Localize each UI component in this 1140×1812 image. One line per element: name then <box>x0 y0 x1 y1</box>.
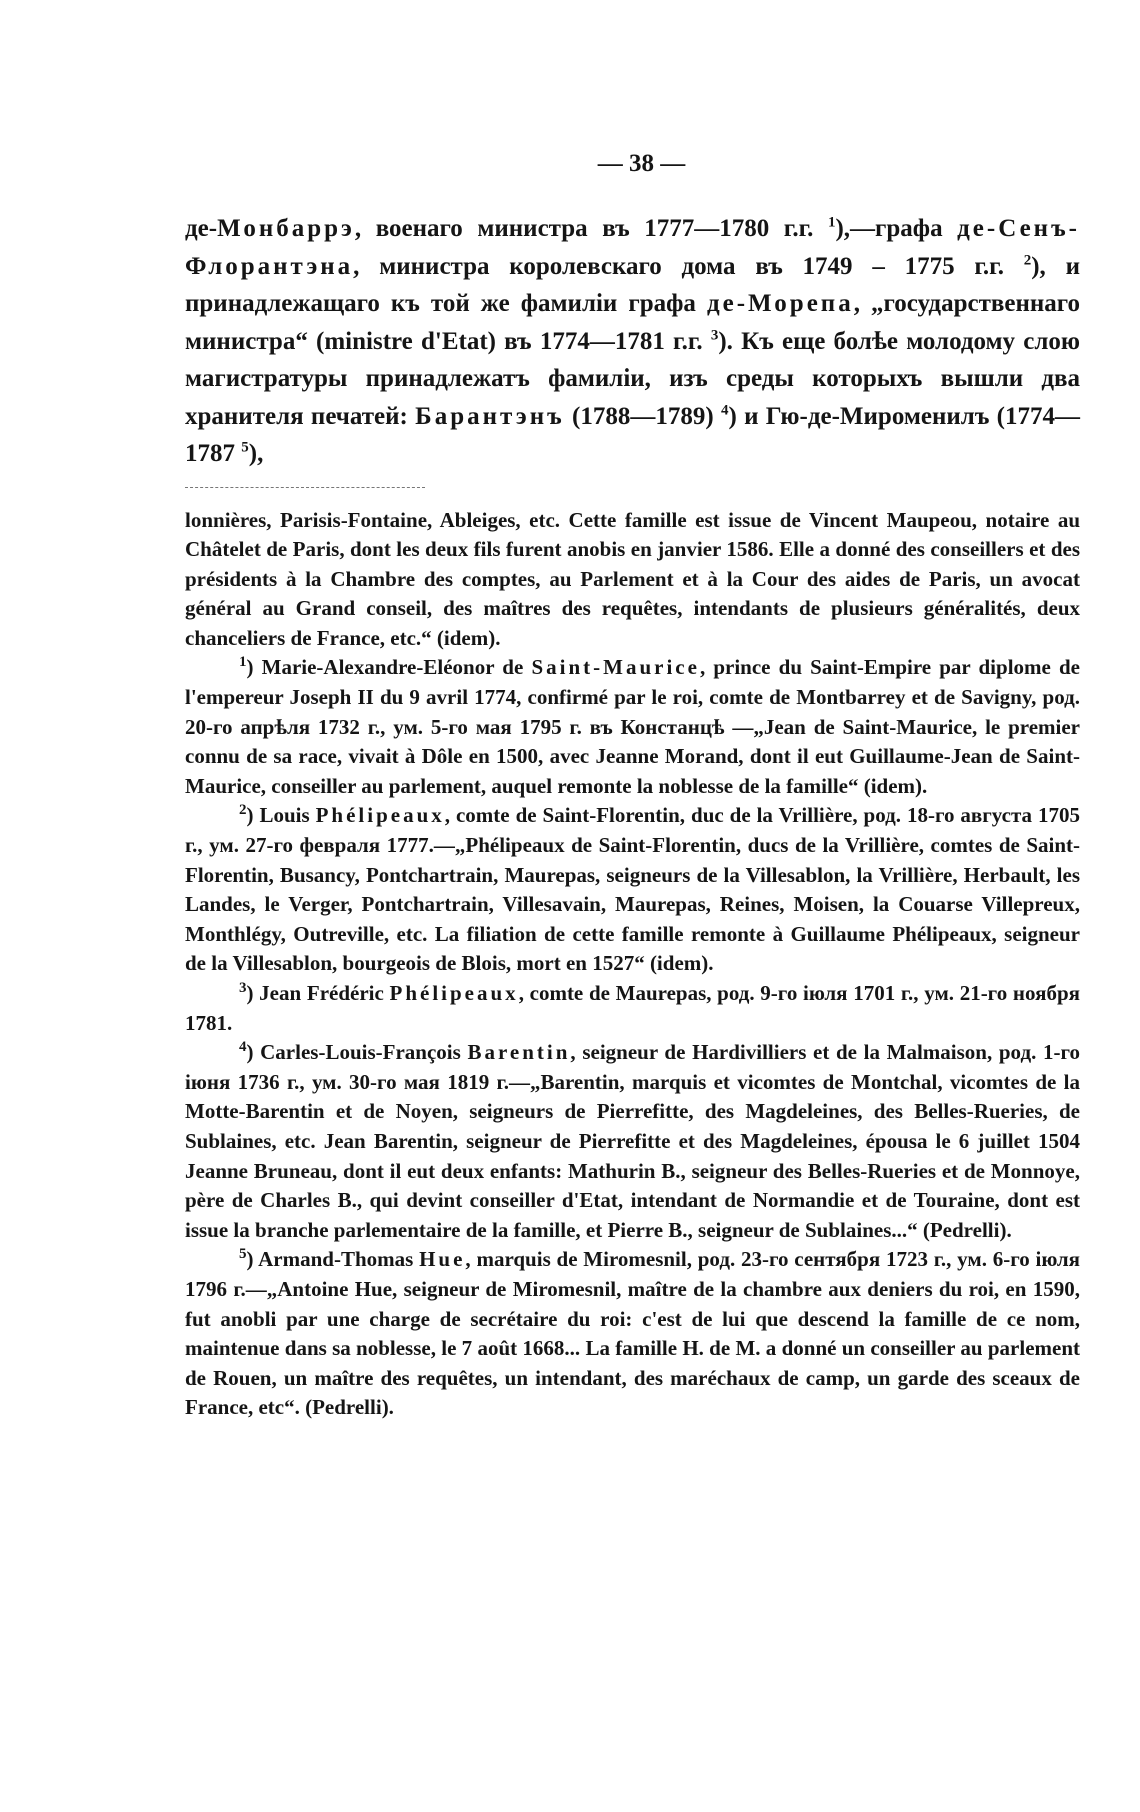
page-number: — 38 — <box>597 150 686 177</box>
surname-barantan: Барантэнъ <box>415 402 565 430</box>
main-text-run: , министра королевскаго дома въ 1749 – 1775 г.г. <box>353 252 1024 280</box>
main-text-run: ) и Гю-де-Мироменилъ (1774—1787 <box>185 402 1081 467</box>
footnote-marker: 4 <box>239 1039 247 1056</box>
main-text-run: ), <box>248 440 264 467</box>
main-text-run: ), и принадлежащаго къ той же фамиліи графа <box>185 252 1080 317</box>
footnote-text: ) Marie-Alexandre-Eléonor de <box>246 655 532 680</box>
footnote-marker: 2 <box>239 802 247 819</box>
footnote-marker: 5 <box>239 1246 247 1263</box>
footnote-marker: 3 <box>239 980 247 996</box>
footnote-text: , seigneur de Hardivilliers et de la Malmaison, род. 1-го іюня 1736 г., ум. 30-го мая 1819 г.—„Barentin, marquis et vicomtes de Montchal, vicomtes de la Motte-Barentin et de Noyen, seigneurs de Pierrefitte, des Magdeleines, des Belles-Rueries, de Sublaines, etc. Jean Barentin, seigneur de Pierrefitte et des Magdeleines, épousa le 6 juillet 1504 Jeanne Bruneau, dont il eut deux enfants: Mathurin B., seigneur des Belles-Rueries et de Monnoye, père de Charles B., qui devint conseiller d'Etat, intendant de Normandie et de Touraine, dont est issue la branche parlementaire de la famille, et Pierre B., seigneur de Sublaines...“ (Pedrelli). <box>185 1040 1080 1242</box>
main-text-run: ),—графа <box>835 215 958 242</box>
footnote-surname: Phélipeaux <box>389 981 519 1005</box>
footnote-ref-3: 3 <box>710 327 719 344</box>
footnote-marker: 1 <box>239 654 247 671</box>
footnote-ref-4: 4 <box>720 402 729 419</box>
footnote-text: , marquis de Miromesnil, род. 23-го сентября 1723 г., ум. 6-го іюля 1796 г.—„Antoine Hue, seigneur de Miromesnil, maître de la chambre aux deniers du roi, en 1590, fut anobli par une charge de secrétaire du roi: c'est de lui que descend la famille de ce nom, maintenue dans sa noblesse, le 7 août 1668... La famille H. de M. a donné un conseiller au parlement de Rouen, un maître des requêtes, un intendant, des maréchaux de camp, un garde des sceaux de France, etc“. (Pedrelli). <box>185 1247 1080 1420</box>
footnote-3 <box>185 979 1080 1038</box>
main-text-run: , „государственнаго министра“ (ministre d'Etat) въ 1774—1781 г.г. <box>185 290 1080 355</box>
footnote-ref-2: 2 <box>1023 252 1032 269</box>
surname-sen-florenten: де-Сенъ-Флорантэна <box>185 215 1080 280</box>
footnote-text: , comte de Saint-Florentin, duc de la Vrillière, род. 18-го августа 1705 г., ум. 27-го февраля 1777.—„Phélipeaux de Saint-Florentin, ducs de la Vrillière, comtes de Saint-Florentin, Busancy, Pontchartrain, Maurepas, seigneurs de la Villesablon, la Vrillière, Herbault, les Landes, le Verger, Pontchartrain, Villesavain, Maurepas, Reines, Moisen, la Couarse Villepreux, Monthlégy, Outreville, etc. La filiation de cette famille remonte à Guillaume Phélipeaux, seigneur de la Villesablon, bourgeois de Blois, mort en 1527“ (idem). <box>185 803 1080 976</box>
footnote-ref-5: 5 <box>241 439 249 456</box>
main-text-run: ). Къ еще болѣе молодому слою магистратуры принадлежатъ фамиліи, изъ среды которыхъ вышли два хранителя печатей: <box>185 327 1080 430</box>
footnote-surname: Saint-Maurice <box>531 655 700 680</box>
footnote-ref-1: 1 <box>827 214 836 231</box>
surname-morepa: де-Морепа <box>706 290 854 317</box>
footnote-text: ) Jean Frédéric <box>246 981 390 1005</box>
footnote-text: , prince du Saint-Empire par diplome de l'empereur Joseph II du 9 avril 1774, confirmé par le roi, comte de Montbarrey et de Savigny, род. 20-го апрѣля 1732 г., ум. 5-го мая 1795 г. въ Констанцѣ —„Jean de Saint-Maurice, le premier connu de sa race, vivait à Dôle en 1500, avec Jeanne Morand, dont il eut Guillaume-Jean de Saint-Maurice, conseiller au parlement, auquel remonte la noblesse de la famille“ (idem). <box>185 655 1080 798</box>
footnote-5 <box>185 1245 1080 1423</box>
footnote-text: ) Armand-Thomas <box>246 1247 420 1272</box>
main-text-run: де- <box>185 215 218 242</box>
surname-monbarre: Монбаррэ <box>217 215 355 242</box>
footnote-1 <box>185 653 1080 801</box>
footnote-4 <box>185 1038 1080 1245</box>
footnote-text: , comte de Maurepas, род. 9-го іюля 1701 г., ум. 21-го ноября 1781. <box>185 981 1080 1035</box>
footnote-surname: Hue <box>419 1247 466 1272</box>
footnote-continuation: lonnières, Parisis-Fontaine, Ableiges, etc. Cette famille est issue de Vincent Maupeou, notaire au Châtelet de Paris, dont les deux fils furent anobis en janvier 1586. Elle a donné des conseillers et des présidents à la Chambre des comptes, au Parlement et à la Cour des aides de Paris, un avocat général au Grand conseil, des maîtres des requêtes, intendants de plusieurs généralités, deux chanceliers de France, etc.“ (idem). <box>185 507 1080 650</box>
footnote-surname: Barentin <box>467 1040 571 1065</box>
footnote-divider <box>185 487 425 488</box>
main-text-run: , военаго министра въ 1777—1780 г.г. <box>354 215 828 242</box>
main-paragraph <box>185 210 1080 473</box>
footnotes-section <box>185 506 1080 1423</box>
footnote-text: ) Louis <box>246 803 316 828</box>
footnote-surname: Phélipeaux <box>315 803 445 828</box>
footnote-text: ) Carles-Louis-François <box>246 1040 468 1065</box>
main-text-run: (1788—1789) <box>564 402 721 430</box>
footnote-2 <box>185 801 1080 979</box>
